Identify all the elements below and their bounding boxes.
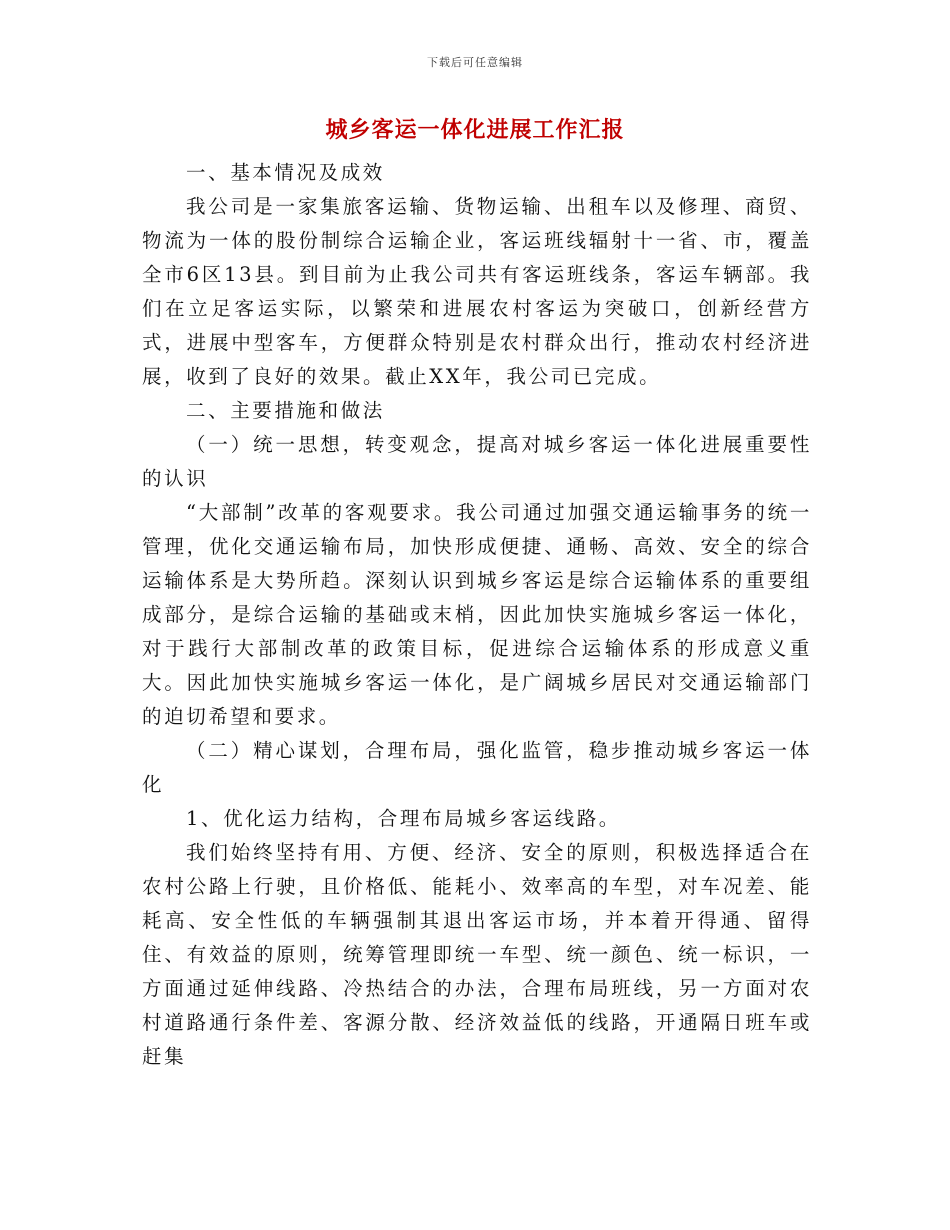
document-body <box>142 156 812 1074</box>
body-paragraph: 我们始终坚持有用、方便、经济、安全的原则，积极选择适合在农村公路上行驶，且价格低、能耗小、效率高的车型，对车况差、能耗高、安全性低的车辆强制其退出客运市场，并本着开得通、留得住、有效益的原则，统筹管理即统一车型、统一颜色、统一标识，一方面通过延伸线路、冷热结合的办法，合理布局班线，另一方面对农村道路通行条件差、客源分散、经济效益低的线路，开通隔日班车或赶集 <box>142 841 812 1068</box>
section-heading-2: 二、主要措施和做法 <box>186 399 385 422</box>
list-item-heading: 1、优化运力结构，合理布局城乡客运线路。 <box>186 807 621 830</box>
body-paragraph: “大部制”改革的客观要求。我公司通过加强交通运输事务的统一管理，优化交通运输布局，加快形成便捷、通畅、高效、安全的综合运输体系是大势所趋。深刻认识到城乡客运是综合运输体系的重要组成部分，是综合运输的基础或末梢，因此加快实施城乡客运一体化，对于践行大部制改革的政策目标，促进综合运输体系的形成意义重大。因此加快实施城乡客运一体化，是广阔城乡居民对交通运输部门的迫切希望和要求。 <box>142 501 812 728</box>
header-note: 下载后可任意编辑 <box>427 56 523 69</box>
subsection-heading-1: （一）统一思想，转变观念，提高对城乡客运一体化进展重要性的认识 <box>142 433 812 490</box>
document-title: 城乡客运一体化进展工作汇报 <box>325 117 625 143</box>
subsection-heading-2: （二）精心谋划，合理布局，强化监管，稳步推动城乡客运一体化 <box>142 739 812 796</box>
body-paragraph: 我公司是一家集旅客运输、货物运输、出租车以及修理、商贸、物流为一体的股份制综合运输企业，客运班线辐射十一省、市，覆盖全市6区13县。到目前为止我公司共有客运班线条，客运车辆部。我们在立足客运实际，以繁荣和进展农村客运为突破口，创新经营方式，进展中型客车，方便群众特别是农村群众出行，推动农村经济进展，收到了良好的效果。截止XX年，我公司已完成。 <box>142 195 812 388</box>
section-heading-1: 一、基本情况及成效 <box>186 161 385 184</box>
